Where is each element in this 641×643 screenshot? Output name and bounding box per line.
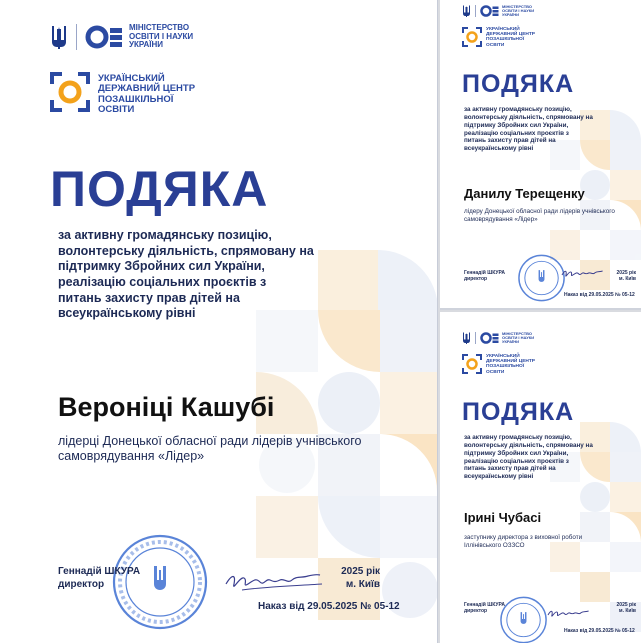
reason-text: за активну громадянську позицію, волонтерську діяльність, спрямовану на підтримку Збройних сил України, реалізацію соціальних проєктів з питань захисту прав дітей на всеукраїнському рівні	[58, 228, 314, 321]
recipient-role: заступнику директора з виховної роботи Іллінівського ОЗЗСО	[464, 534, 583, 549]
center-header: УКРАЇНСЬКИЙ ДЕРЖАВНИЙ ЦЕНТР ПОЗАШКІЛЬНОЇ ОСВІТИ	[462, 27, 535, 48]
certificate-title: ПОДЯКА	[462, 70, 575, 98]
city: м. Київ	[345, 578, 380, 590]
trident-icon	[50, 25, 68, 49]
signer-block: Геннадій ШКУРА директор	[464, 270, 506, 283]
trident-icon	[462, 5, 471, 17]
ministry-line-3: УКРАЇНИ	[129, 40, 164, 50]
ministry-header: МІНІСТЕРСТВО ОСВІТИ І НАУКИ УКРАЇНИ	[462, 332, 534, 345]
center-line-2: ДЕРЖАВНИЙ ЦЕНТР	[98, 83, 196, 95]
recipient-name: Вероніці Кашубі	[58, 392, 275, 422]
certificate-title: ПОДЯКА	[50, 161, 269, 217]
reason-text: за активну громадянську позицію, волонтерську діяльність, спрямовану на підтримку Збройних сил України, реалізацію соціальних проєктів з питань захисту прав дітей на всеукраїнському рівні	[464, 434, 593, 481]
order-number: Наказ від 29.05.2025 № 05-12	[258, 601, 400, 612]
signer-name: Геннадій ШКУРА	[58, 566, 141, 577]
center-logo-icon	[462, 27, 482, 47]
ministry-header	[50, 24, 193, 50]
center-header: УКРАЇНСЬКИЙ ДЕРЖАВНИЙ ЦЕНТР ПОЗАШКІЛЬНОЇ ОСВІТИ	[462, 354, 535, 375]
center-header	[50, 72, 195, 115]
place-date-block	[330, 566, 380, 591]
certificate-bottom	[440, 312, 641, 643]
center-line-4: ОСВІТИ	[98, 103, 135, 115]
ministry-header: МІНІСТЕРСТВО ОСВІТИ І НАУКИ УКРАЇНИ	[462, 5, 534, 18]
recipient-role: лідеру Донецької обласної ради лідерів учнівського самоврядування «Лідер»	[464, 208, 615, 223]
ministry-logo-icon	[480, 5, 499, 17]
ministry-line-2: ОСВІТИ І НАУКИ	[129, 31, 194, 41]
center-logo-icon	[50, 72, 90, 112]
certificate-title: ПОДЯКА	[462, 398, 575, 426]
certificate-top	[440, 0, 641, 310]
center-line-3: ПОЗАШКІЛЬНОЇ	[98, 93, 174, 105]
place-date-block: 2025 рік м. Київ	[616, 270, 636, 283]
signer-position: директор	[58, 578, 105, 590]
order-number: Наказ від 29.05.2025 № 05-12	[564, 628, 635, 634]
order-number: Наказ від 29.05.2025 № 05-12	[564, 292, 635, 298]
center-logo-icon	[462, 354, 482, 374]
signer-block	[58, 566, 140, 591]
place-date-block: 2025 рік м. Київ	[616, 602, 636, 615]
ministry-logo-icon	[480, 332, 499, 344]
official-stamp	[498, 594, 552, 643]
recipient-name: Ірині Чубасі	[464, 510, 542, 525]
recipient-role: лідерці Донецької обласної ради лідерів учнівського самоврядування «Лідер»	[58, 434, 362, 463]
ministry-logo-icon	[85, 25, 123, 49]
trident-icon	[462, 332, 471, 344]
signature	[546, 606, 598, 621]
reason-text: за активну громадянську позицію, волонтерську діяльність, спрямовану на підтримку Збройних сил України, реалізацію соціальних проєктів з питань захисту прав дітей на всеукраїнському рівні	[464, 106, 593, 153]
signature	[222, 566, 327, 596]
center-line-1: УКРАЇНСЬКИЙ	[98, 73, 165, 84]
ministry-line-1: МІНІСТЕРСТВО	[129, 23, 190, 33]
year: 2025 рік	[341, 566, 380, 577]
signer-block: Геннадій ШКУРА директор	[464, 602, 506, 615]
signature	[560, 266, 612, 281]
recipient-name: Данилу Терещенку	[464, 186, 585, 201]
